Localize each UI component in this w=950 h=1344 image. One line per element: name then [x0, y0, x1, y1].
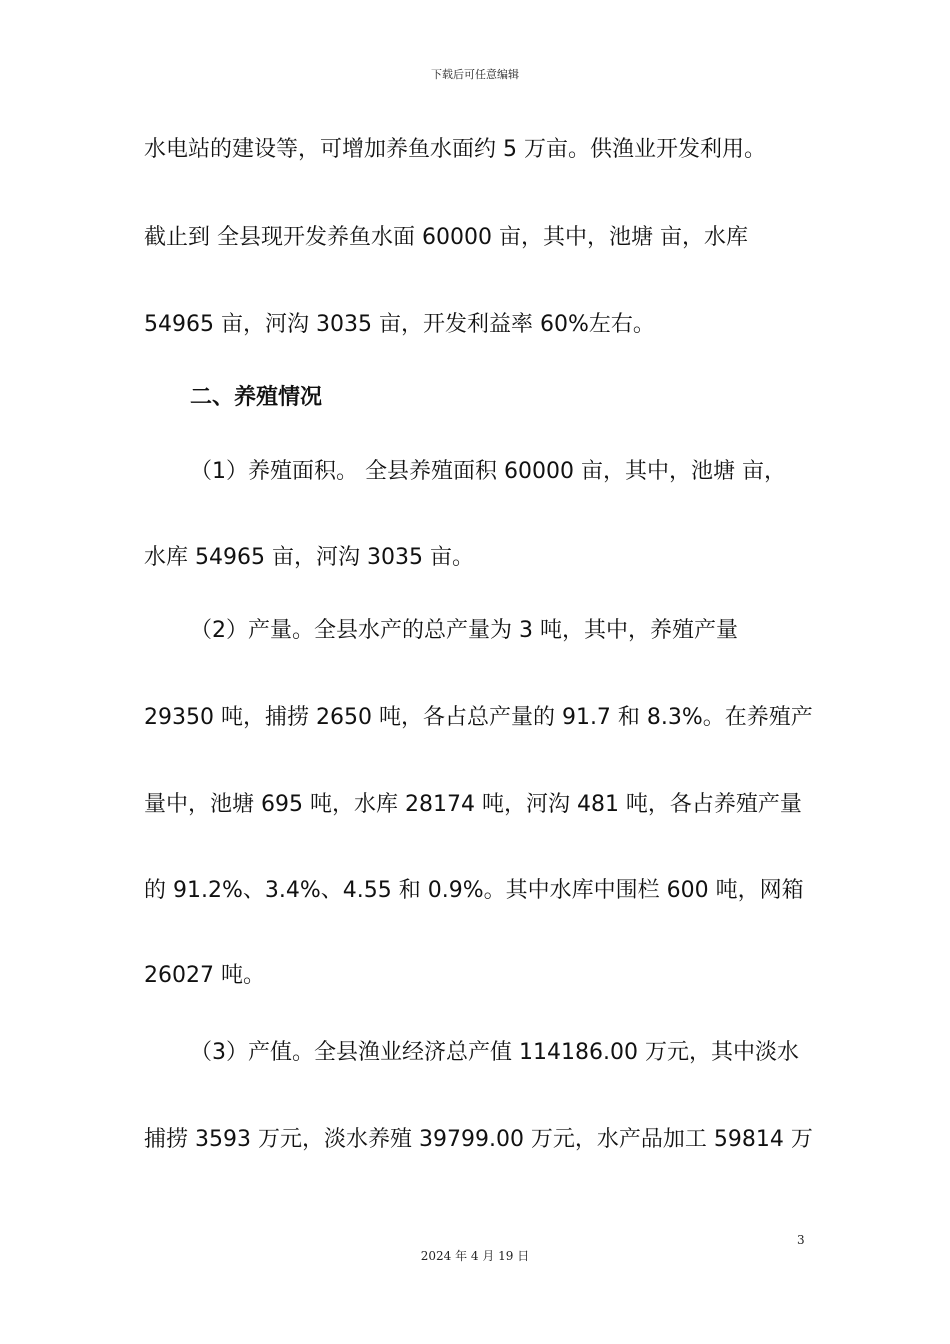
section-heading: 二、养殖情况: [190, 385, 323, 410]
text-line: 的 91.2%、3.4%、4.55 和 0.9%。其中水库中围栏 600 吨，网箱: [144, 878, 804, 903]
text-line: 捕捞 3593 万元，淡水养殖 39799.00 万元，水产品加工 59814 万: [144, 1127, 813, 1152]
text-line: 水电站的建设等，可增加养鱼水面约 5 万亩。供渔业开发利用。: [144, 137, 766, 162]
footer-date: 2024 年 4 月 19 日: [420, 1249, 530, 1263]
text-line: （3）产值。全县渔业经济总产值 114186.00 万元，其中淡水: [190, 1040, 799, 1065]
text-line: 54965 亩，河沟 3035 亩，开发利益率 60%左右。: [144, 312, 655, 337]
text-line: 量中，池塘 695 吨，水库 28174 吨，河沟 481 吨，各占养殖产量: [144, 792, 802, 817]
text-line: 截止到 全县现开发养鱼水面 60000 亩，其中，池塘 亩，水库: [144, 225, 748, 250]
text-line: 29350 吨，捕捞 2650 吨，各占总产量的 91.7 和 8.3%。在养殖产: [144, 705, 813, 730]
text-line: （1）养殖面积。 全县养殖面积 60000 亩，其中，池塘 亩，: [190, 459, 786, 484]
header-note: 下载后可任意编辑: [431, 68, 519, 81]
text-line: （2）产量。全县水产的总产量为 3 吨，其中，养殖产量: [190, 618, 738, 643]
text-line: 26027 吨。: [144, 963, 265, 988]
page-number: 3: [797, 1233, 805, 1247]
text-line: 水库 54965 亩，河沟 3035 亩。: [144, 545, 474, 570]
